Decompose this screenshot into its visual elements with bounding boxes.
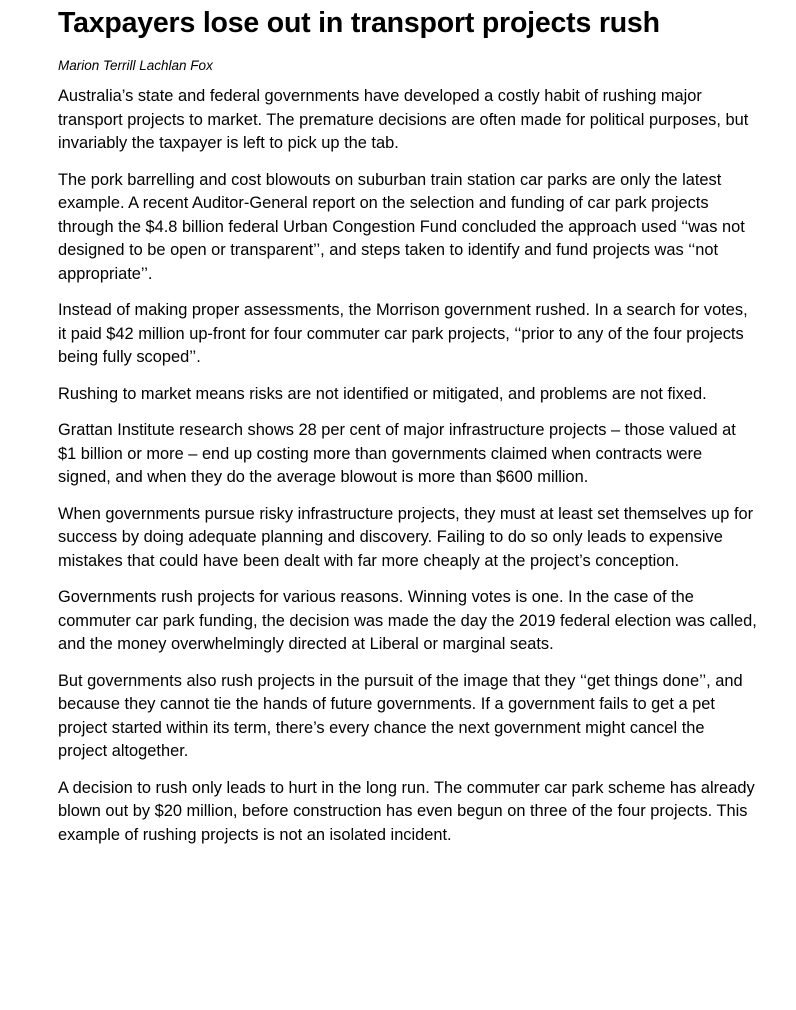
paragraph-5: Grattan Institute research shows 28 per cent of major infrastructure projects – those valued at $1 billion or more – end up costing more than governments claimed when contracts were signed, and when they do the average blowout is more than $600 million. <box>58 421 736 486</box>
paragraph-4: Rushing to market means risks are not identified or mitigated, and problems are not fixed. <box>58 384 707 403</box>
paragraph-3: Instead of making proper assessments, the Morrison government rushed. In a search for votes, it paid $42 million up-front for four commuter car park projects, ‘‘prior to any of the four projects being fully scoped’’. <box>58 301 748 366</box>
paragraph-9: A decision to rush only leads to hurt in the long run. The commuter car park scheme has already blown out by $20 million, before construction has even begun on three of the four projects. This example of rushing projects is not an isolated incident. <box>58 778 755 844</box>
paragraph-7: Governments rush projects for various reasons. Winning votes is one. In the case of the commuter car park funding, the decision was made the day the 2019 federal election was called, and the money overwhelmingly directed at Liberal or marginal seats. <box>58 588 757 653</box>
paragraph-2: The pork barrelling and cost blowouts on suburban train station car parks are only the latest example. A recent Auditor-General report on the selection and funding of car park projects through the $4.8 billion federal Urban Congestion Fund concluded the approach used ‘‘was not designed to be open or transparent’’, and steps taken to identify and fund projects was ‘‘not appropriate’’. <box>58 170 745 283</box>
headline: Taxpayers lose out in transport projects rush <box>58 7 660 39</box>
article-body <box>58 85 758 847</box>
paragraph-8: But governments also rush projects in the pursuit of the image that they ‘‘get things done’’, and because they cannot tie the hands of future governments. If a government fails to get a pet project started within its term, there’s every chance the next government might cancel the project altogether. <box>58 671 743 760</box>
paragraph-6: When governments pursue risky infrastructure projects, they must at least set themselves up for success by doing adequate planning and discovery. Failing to do so only leads to expensive mistakes that could have been dealt with far more cheaply at the project’s conception. <box>58 504 754 570</box>
article <box>58 0 758 860</box>
paragraph-1: Australia’s state and federal governments have developed a costly habit of rushing major transport projects to market. The premature decisions are often made for political purposes, but invariably the taxpayer is left to pick up the tab. <box>58 87 749 152</box>
byline: Marion Terrill Lachlan Fox <box>58 58 213 73</box>
